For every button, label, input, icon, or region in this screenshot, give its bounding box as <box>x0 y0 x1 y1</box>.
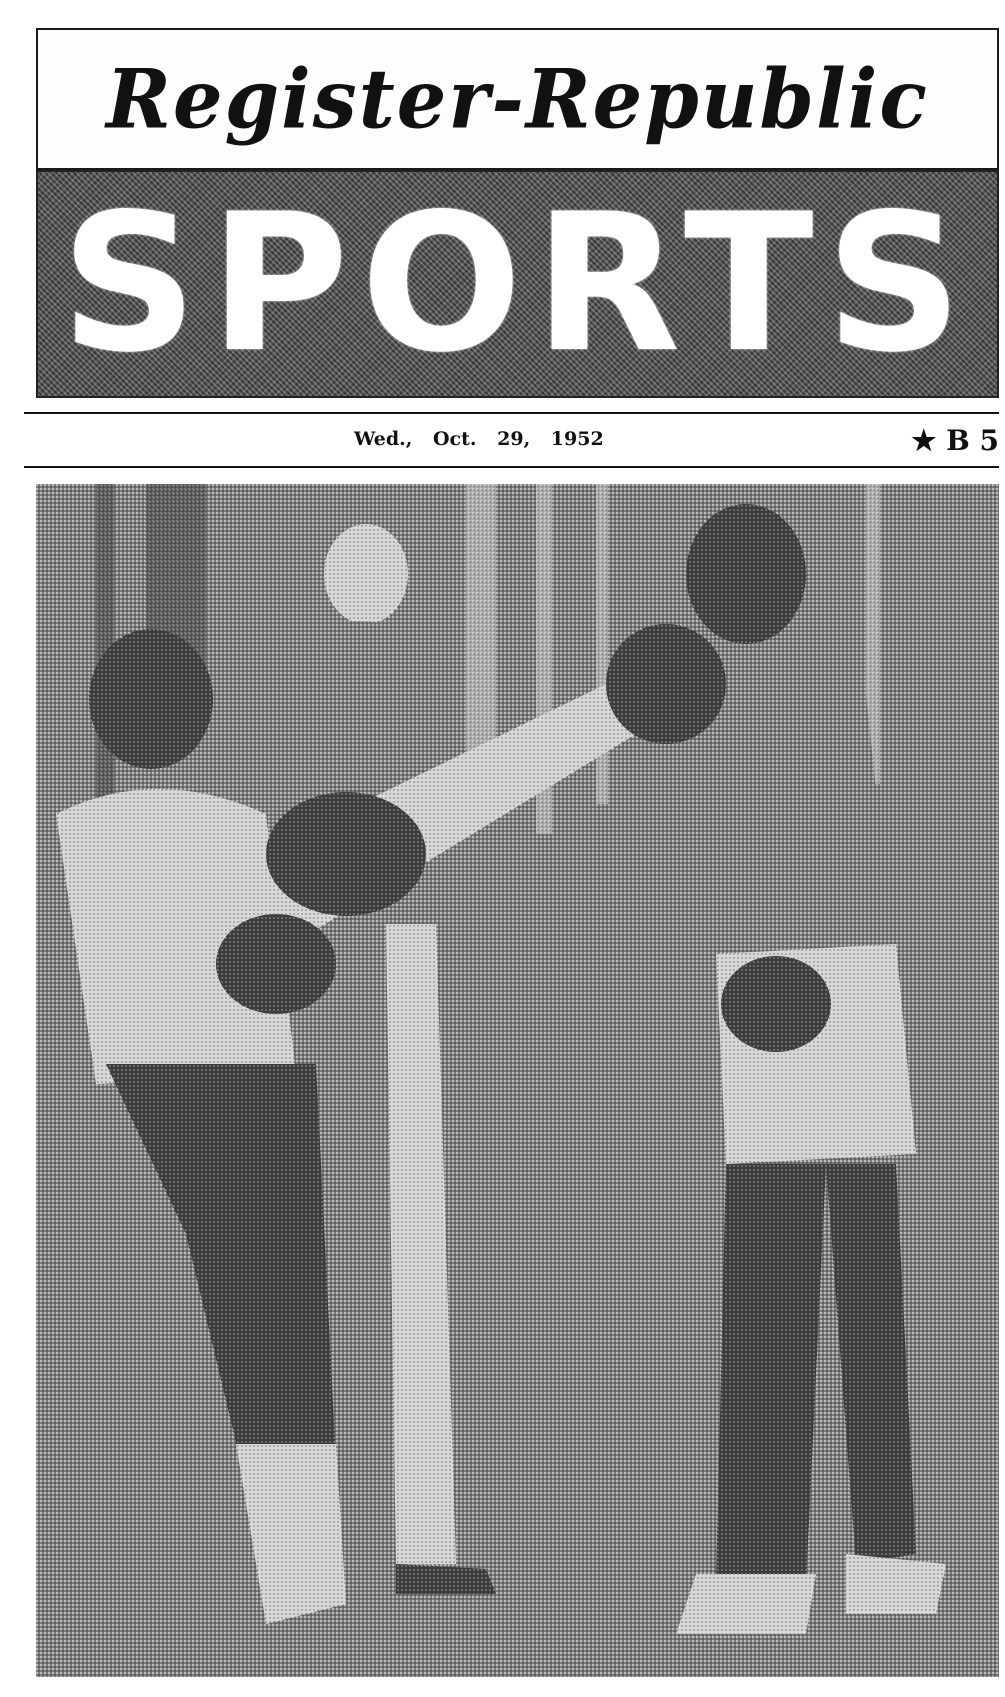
newspaper-title: Register-Republic <box>106 51 929 147</box>
masthead <box>36 28 999 170</box>
rule-top <box>24 412 999 414</box>
boxing-photo <box>36 484 999 1677</box>
dateline <box>24 418 999 464</box>
issue-date: Wed., Oct. 29, 1952 <box>354 428 604 450</box>
section-banner <box>36 170 999 398</box>
page-number: ★ B 5 <box>911 424 999 457</box>
section-title: SPORTS <box>60 173 975 394</box>
boxing-photo-illustration <box>36 484 999 1677</box>
rule-bottom <box>24 466 999 468</box>
